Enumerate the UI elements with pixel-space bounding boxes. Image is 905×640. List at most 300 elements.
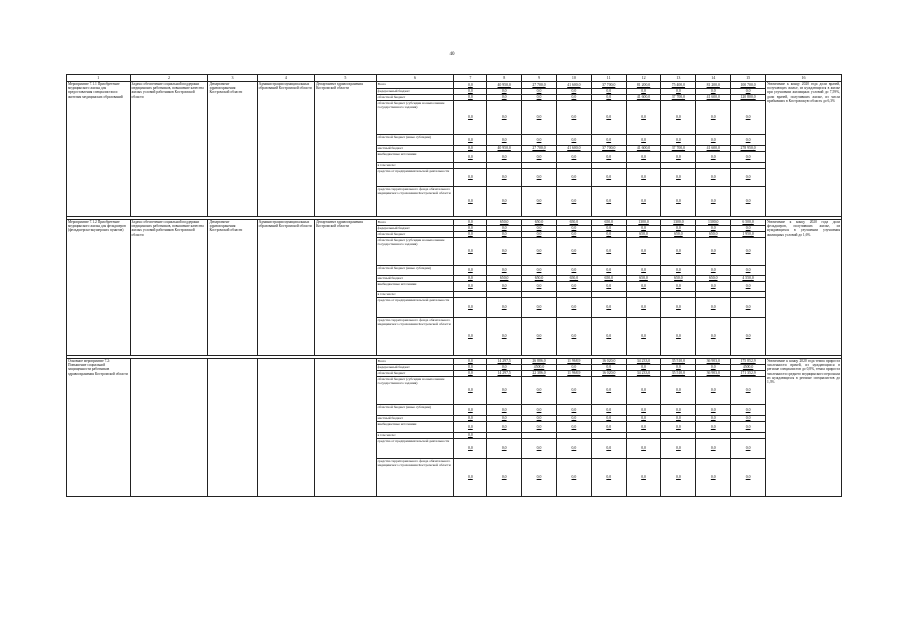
value-text: 650,0: [499, 220, 509, 225]
value-text: 0,0: [571, 115, 577, 120]
value-text: 0,0: [641, 424, 646, 429]
value-cell: [556, 405, 591, 416]
value-cell: [522, 135, 557, 146]
value-cell: [487, 82, 522, 89]
value-text: 0,0: [536, 226, 542, 231]
value-text: 0,0: [606, 334, 612, 339]
value-cell: [591, 439, 626, 459]
value-cell: [591, 238, 626, 266]
value-text: 0,0: [467, 82, 473, 87]
value-cell: [731, 377, 766, 405]
value-cell: [522, 238, 557, 266]
value-text: 0,0: [710, 175, 716, 180]
value-cell: [556, 459, 591, 497]
value-cell: [626, 101, 661, 135]
value-text: 0,0: [710, 446, 716, 451]
participant-cell: [315, 359, 377, 497]
value-text: 0,0: [710, 249, 716, 254]
result-cell: Увеличение к концу 2020 года темпа прироста численности врачей, из нуждающихся в регионе специалистов до 0,8%, темпа прироста численности среднего медицинского персонала из нуждающихся в регионе специалистов до 1,3%: [766, 359, 842, 497]
value-cell: [661, 459, 696, 497]
funding-source-cell: внебюджетные источники: [376, 422, 454, 433]
value-text: 171 352,9: [740, 371, 756, 376]
value-text: 0,0: [467, 446, 473, 451]
value-text: 0,0: [467, 154, 473, 159]
value-text: 0,0: [467, 276, 473, 281]
value-text: 0,0: [606, 284, 612, 289]
value-text: 0,0: [606, 89, 612, 94]
value-text: 0,0: [536, 89, 542, 94]
value-cell: [626, 282, 661, 292]
value-text: 0,0: [641, 199, 646, 204]
value-cell: [522, 298, 557, 318]
value-text: 41 600,0: [567, 82, 581, 87]
value-text: 650,0: [569, 220, 579, 225]
value-cell: [487, 298, 522, 318]
executor-cell: Департамент здравоохранения Костромской области: [208, 82, 257, 217]
value-text: 0,0: [571, 365, 577, 370]
value-cell: [626, 422, 661, 433]
value-text: 0,0: [676, 446, 681, 451]
value-cell: [626, 459, 661, 497]
funding-source-cell: областной бюджет: [376, 232, 454, 238]
participant-cell: Департамент здравоохранения Костромской области: [315, 82, 377, 217]
result-cell: Увеличение к концу 2020 года доли врачей, получающих жилье, из нуждающихся в жилье при улучшении жилищных условий до 7,59%, доли врачей, получивших жилье, из числа прибывших в Костромскую область до 6,3%: [766, 82, 842, 217]
value-cell: [454, 82, 487, 89]
value-cell: [454, 152, 487, 163]
value-text: 0,0: [710, 365, 716, 370]
header-row: [67, 75, 842, 82]
value-text: 0,0: [745, 137, 751, 142]
value-text: 0,0: [501, 424, 507, 429]
value-text: 0,0: [501, 199, 507, 204]
value-text: 0,0: [501, 268, 507, 273]
value-text: 0,0: [641, 407, 646, 412]
value-cell: [696, 405, 731, 416]
value-cell: [626, 135, 661, 146]
value-text: 650,0: [639, 232, 648, 237]
value-text: 0,0: [641, 89, 646, 94]
value-text: 0,0: [710, 137, 716, 142]
value-cell: [487, 377, 522, 405]
measure-cell: Мероприятие 7.1.1 Приобретение медицинского жилья для предоставления специалистам и жителям медицинских образований: [67, 82, 131, 217]
value-cell: [454, 459, 487, 497]
value-cell: [522, 152, 557, 163]
value-text: 41 600,0: [567, 146, 581, 151]
value-cell: [626, 187, 661, 217]
funding-source-cell: областной бюджет: [376, 95, 454, 101]
value-text: 0,0: [467, 433, 473, 438]
value-cell: [661, 238, 696, 266]
value-cell: [487, 135, 522, 146]
funding-source-cell: областной бюджет: [376, 371, 454, 377]
value-cell: [626, 439, 661, 459]
value-text: 22 386,0: [532, 371, 546, 376]
value-text: 0,0: [745, 407, 751, 412]
value-text: 0,0: [710, 388, 716, 393]
value-text: 0,0: [745, 249, 751, 254]
value-text: 1300,0: [708, 220, 719, 225]
value-cell: [487, 282, 522, 292]
value-text: 0,0: [536, 115, 542, 120]
table-body: [67, 75, 842, 497]
value-cell: [591, 266, 626, 276]
value-cell: [454, 377, 487, 405]
value-text: 26 886,0: [532, 359, 546, 364]
value-text: 0,0: [710, 424, 716, 429]
value-text: 175 852,9: [740, 359, 756, 364]
value-text: 0,0: [501, 365, 507, 370]
funding-source-cell: Всего: [376, 220, 454, 226]
value-cell: [661, 439, 696, 459]
value-text: 0,0: [536, 95, 542, 100]
value-cell: [626, 238, 661, 266]
value-cell: [487, 152, 522, 163]
value-text: 0,0: [641, 175, 646, 180]
value-cell: [522, 439, 557, 459]
value-text: 0,0: [606, 226, 612, 231]
value-text: 0,0: [745, 89, 751, 94]
value-text: 0,0: [676, 334, 681, 339]
value-cell: [731, 298, 766, 318]
funding-source-cell: Всего: [376, 359, 454, 365]
value-cell: [487, 318, 522, 356]
value-cell: [522, 459, 557, 497]
value-text: 0,0: [606, 175, 612, 180]
value-text: 0,0: [501, 137, 507, 142]
header-cell: 12: [626, 75, 661, 82]
value-text: 14 297,5: [497, 371, 511, 376]
value-text: 650,0: [708, 232, 718, 237]
value-text: 0,0: [501, 95, 507, 100]
value-text: 0,0: [467, 232, 473, 237]
participant-cell: Департамент здравоохранения Костромской области: [315, 220, 377, 356]
measure-cell: Основное мероприятие 7.2: Повышение социальной защищенности работников здравоохранения Костромской области: [67, 359, 131, 497]
value-text: 0,0: [745, 199, 751, 204]
value-text: 0,0: [571, 407, 577, 412]
value-cell: [696, 318, 731, 356]
value-cell: [626, 152, 661, 163]
value-cell: [696, 282, 731, 292]
value-text: 0,0: [501, 226, 507, 231]
funding-source-cell: местный бюджет: [376, 146, 454, 152]
value-text: 0,0: [536, 175, 542, 180]
value-text: 650,0: [499, 276, 509, 281]
measure-cell: Мероприятие 7.1.2 Приобретение медицинского жилья для фельдшеров (фельдшерско-акушерских пунктов): [67, 220, 131, 356]
value-cell: [731, 169, 766, 187]
value-cell: [661, 135, 696, 146]
value-cell: [591, 377, 626, 405]
funding-source-cell: областной бюджет (иные субсидии): [376, 135, 454, 146]
co-executor-cell: Администрации муниципальных образований Костромской области: [257, 82, 314, 217]
value-text: 0,0: [676, 388, 681, 393]
value-text: 81 200,0: [706, 82, 720, 87]
value-text: 0,0: [676, 305, 681, 310]
value-text: 0,0: [571, 284, 577, 289]
value-text: 0,0: [467, 146, 473, 151]
value-cell: [591, 459, 626, 497]
value-text: 0,0: [467, 199, 473, 204]
task-cell: [130, 359, 208, 497]
value-cell: [454, 266, 487, 276]
value-text: 0,0: [606, 365, 612, 370]
value-text: 35 510,0: [671, 371, 686, 376]
value-text: 0,0: [536, 305, 542, 310]
value-text: 0,0: [710, 199, 716, 204]
value-text: 0,0: [641, 334, 646, 339]
value-text: 0,0: [606, 268, 612, 273]
result-cell: Увеличение к концу 2020 года доли фельдшеров, получивших жилье, из нуждающихся в улучшении улучшения жилищных условий до 1,6%: [766, 220, 842, 356]
header-cell: 14: [696, 75, 731, 82]
value-cell: [591, 187, 626, 217]
value-text: 0,0: [501, 89, 507, 94]
value-cell: [454, 187, 487, 217]
value-text: 0,0: [467, 416, 473, 421]
value-text: 1300,0: [638, 220, 649, 225]
value-text: 16 020,0: [602, 359, 616, 364]
header-cell: 15: [731, 75, 766, 82]
value-cell: [556, 422, 591, 433]
value-cell: [591, 152, 626, 163]
value-cell: [696, 377, 731, 405]
value-text: 0,0: [745, 446, 751, 451]
value-cell: [522, 377, 557, 405]
value-cell: [731, 439, 766, 459]
executor-cell: [208, 359, 257, 497]
value-text: 0,0: [501, 249, 507, 254]
value-cell: [626, 298, 661, 318]
value-cell: [731, 82, 766, 89]
value-text: 0,0: [467, 89, 473, 94]
value-cell: [731, 459, 766, 497]
value-text: 0,0: [501, 175, 507, 180]
value-text: 0,0: [676, 416, 681, 421]
value-text: 0,0: [467, 220, 473, 225]
value-cell: [522, 82, 557, 89]
value-cell: [487, 422, 522, 433]
value-cell: [556, 318, 591, 356]
funding-source-cell: внебюджетные источники: [376, 152, 454, 163]
value-cell: [487, 405, 522, 416]
value-text: 37 700,0: [602, 146, 616, 151]
value-cell: [522, 282, 557, 292]
funding-source-cell: в том числе:: [376, 433, 454, 439]
value-text: 0,0: [606, 388, 612, 393]
value-text: 35 510,0: [671, 359, 686, 364]
value-cell: [696, 439, 731, 459]
value-cell: [591, 82, 626, 89]
value-text: 37 700,0: [602, 82, 616, 87]
value-cell: [487, 266, 522, 276]
value-text: 0,0: [501, 407, 507, 412]
value-text: 0,0: [571, 416, 577, 421]
header-cell: 16: [766, 75, 842, 82]
value-text: 0,0: [467, 226, 473, 231]
funding-source-cell: внебюджетные источники: [376, 282, 454, 292]
value-text: 0,0: [710, 226, 716, 231]
value-text: 0,0: [676, 249, 681, 254]
value-cell: [591, 169, 626, 187]
value-text: 0,0: [536, 416, 542, 421]
value-text: 0,0: [710, 154, 716, 159]
value-text: 0,0: [501, 232, 507, 237]
value-cell: [696, 152, 731, 163]
value-text: 0,0: [536, 424, 542, 429]
value-cell: [696, 238, 731, 266]
value-text: 0,0: [676, 365, 681, 370]
value-text: 0,0: [710, 89, 716, 94]
value-cell: [454, 405, 487, 416]
value-cell: [661, 405, 696, 416]
value-cell: [591, 135, 626, 146]
value-cell: [556, 169, 591, 187]
value-text: 650,0: [639, 276, 648, 281]
value-cell: [696, 422, 731, 433]
value-text: 0,0: [501, 388, 507, 393]
value-text: 0,0: [641, 284, 646, 289]
value-text: 0,0: [641, 365, 646, 370]
value-text: 34 233,0: [636, 359, 651, 364]
value-text: 0,0: [641, 305, 646, 310]
value-text: 0,0: [501, 305, 507, 310]
value-cell: [591, 318, 626, 356]
value-text: 0,0: [536, 407, 542, 412]
value-cell: [696, 187, 731, 217]
value-cell: [487, 238, 522, 266]
value-cell: [522, 101, 557, 135]
value-text: 0,0: [676, 137, 681, 142]
value-text: 650,0: [674, 232, 683, 237]
value-text: 0,0: [536, 388, 542, 393]
value-cell: [696, 298, 731, 318]
value-cell: [661, 422, 696, 433]
value-text: 0,0: [641, 226, 646, 231]
value-text: 0,0: [641, 115, 646, 120]
value-text: 0,0: [571, 475, 577, 480]
value-text: 650,0: [569, 276, 579, 281]
value-text: 41 600,0: [636, 95, 651, 100]
funding-source-cell: в том числе:: [376, 163, 454, 169]
value-text: 0,0: [467, 268, 473, 273]
value-text: 36 903,0: [706, 359, 720, 364]
value-text: 0,0: [710, 334, 716, 339]
value-text: 0,0: [745, 154, 751, 159]
value-cell: [487, 439, 522, 459]
value-text: 0,0: [467, 359, 473, 364]
value-text: 0,0: [676, 115, 681, 120]
value-text: 650,0: [708, 276, 718, 281]
value-text: 0,0: [571, 268, 577, 273]
value-text: 0,0: [467, 407, 473, 412]
value-text: 0,0: [641, 446, 646, 451]
value-text: 0,0: [501, 154, 507, 159]
header-cell: 11: [591, 75, 626, 82]
funding-source-cell: средства территориального фонда обязательного медицинского страхования Костромской области: [376, 459, 454, 497]
value-text: 0,0: [467, 137, 473, 142]
value-text: 0,0: [710, 115, 716, 120]
value-text: 0,0: [606, 475, 612, 480]
value-cell: [696, 169, 731, 187]
value-text: 0,0: [571, 446, 577, 451]
value-text: 0,0: [501, 334, 507, 339]
value-cell: [661, 318, 696, 356]
value-text: 0,0: [467, 388, 473, 393]
funding-source-cell: областной бюджет (иные субсидии): [376, 405, 454, 416]
funding-source-cell: средства от предпринимательской деятельности: [376, 169, 454, 187]
value-text: 0,0: [745, 226, 751, 231]
value-text: 650,0: [674, 276, 683, 281]
value-cell: [661, 101, 696, 135]
value-text: 0,0: [536, 268, 542, 273]
value-text: 0,0: [641, 388, 646, 393]
value-cell: [454, 282, 487, 292]
value-text: 0,0: [676, 89, 681, 94]
funding-source-cell: средства от предпринимательской деятельности: [376, 439, 454, 459]
value-cell: [731, 101, 766, 135]
value-text: 16 020,0: [602, 371, 616, 376]
value-cell: [591, 405, 626, 416]
value-text: 0,0: [536, 475, 542, 480]
value-text: 41 600,0: [706, 146, 720, 151]
value-cell: [661, 82, 696, 89]
value-text: 0,0: [641, 475, 646, 480]
value-cell: [522, 187, 557, 217]
value-text: 0,0: [501, 284, 507, 289]
value-text: 34 233,0: [636, 371, 651, 376]
value-cell: [661, 377, 696, 405]
value-cell: [731, 405, 766, 416]
value-text: 0,0: [710, 284, 716, 289]
header-cell: 4: [257, 75, 314, 82]
value-text: 0,0: [536, 199, 542, 204]
value-text: 0,0: [606, 95, 612, 100]
value-text: 0,0: [467, 305, 473, 310]
value-text: 0,0: [467, 334, 473, 339]
value-text: 0,0: [745, 416, 751, 421]
value-text: 0,0: [606, 199, 612, 204]
value-cell: [487, 187, 522, 217]
value-text: 0,0: [467, 284, 473, 289]
value-cell: [454, 238, 487, 266]
funding-source-cell: Всего: [376, 82, 454, 89]
funding-source-cell: областной бюджет (субсидии на выполнение государственного задания): [376, 238, 454, 266]
value-text: 4 550,0: [742, 276, 754, 281]
value-text: 0,0: [641, 154, 646, 159]
header-cell: 5: [315, 75, 377, 82]
value-cell: [661, 169, 696, 187]
value-text: 0,0: [571, 89, 577, 94]
value-cell: [661, 266, 696, 276]
value-text: 0,0: [745, 115, 751, 120]
funding-source-cell: средства от предпринимательской деятельности: [376, 298, 454, 318]
value-text: 0,0: [710, 305, 716, 310]
value-cell: [556, 439, 591, 459]
value-text: 0,0: [710, 407, 716, 412]
value-cell: [696, 266, 731, 276]
value-cell: [731, 135, 766, 146]
value-cell: [661, 152, 696, 163]
value-cell: [731, 238, 766, 266]
value-text: 37 700,0: [671, 95, 686, 100]
value-cell: [696, 82, 731, 89]
value-cell: [487, 459, 522, 497]
value-text: 0,0: [467, 95, 473, 100]
funding-source-cell: федеральный бюджет: [376, 89, 454, 95]
value-cell: [626, 318, 661, 356]
value-text: 0,0: [606, 416, 612, 421]
value-cell: [696, 135, 731, 146]
value-text: 0,0: [467, 424, 473, 429]
value-text: 40 950,0: [497, 146, 511, 151]
